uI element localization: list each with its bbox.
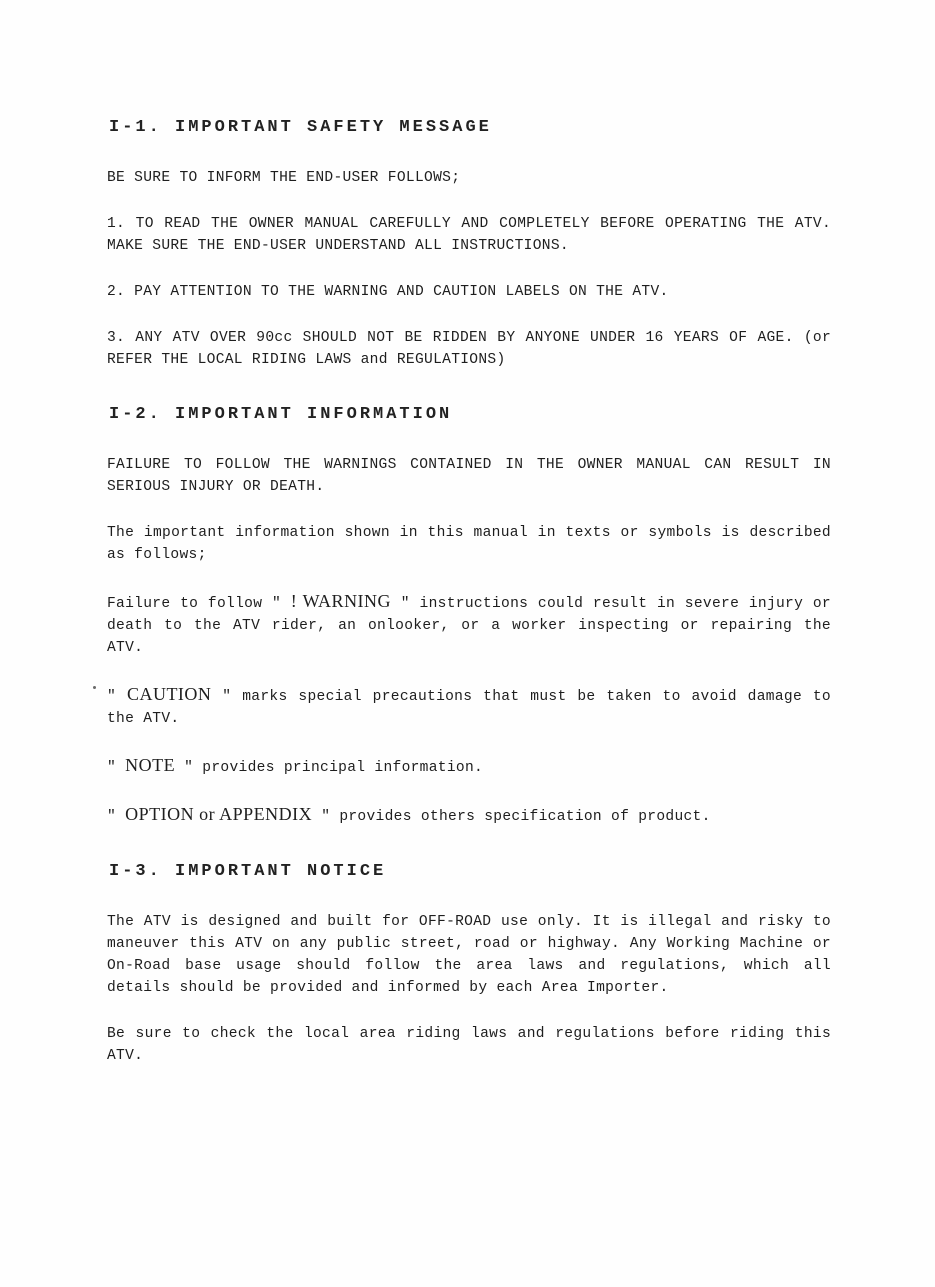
paragraph-warning bbox=[107, 590, 831, 659]
paragraph-text: Failure to follow " bbox=[107, 596, 291, 612]
paragraph-text: " bbox=[107, 760, 126, 776]
option-appendix-term: OPTION or APPENDIX bbox=[125, 804, 313, 824]
warning-term: ! WARNING bbox=[290, 591, 392, 611]
paragraph-text: " instructions could result in severe injury or death to the ATV rider, an onlooker, or a worker inspecting or repairing the ATV. bbox=[107, 596, 831, 656]
paragraph: The ATV is designed and built for OFF-ROAD use only. It is illegal and risky to maneuver this ATV on any public street, road or highway. Any Working Machine or On-Road base usage should follow the area laws and regulations, which all details should be provided and informed by each Area Importer. bbox=[107, 914, 831, 996]
paragraph-caution bbox=[107, 683, 831, 730]
paragraph-text: " provides others specification of product. bbox=[312, 809, 711, 825]
section-important-notice bbox=[107, 862, 831, 1067]
paragraph-note bbox=[107, 754, 831, 779]
page-content bbox=[107, 118, 831, 1067]
paragraph-text: " marks special precautions that must be taken to avoid damage to the ATV. bbox=[107, 689, 831, 727]
note-term: NOTE bbox=[125, 755, 176, 775]
caution-term: CAUTION bbox=[126, 684, 212, 704]
section-important-information bbox=[107, 405, 831, 828]
paragraph-text: " bbox=[107, 809, 126, 825]
paragraph-option-appendix bbox=[107, 803, 831, 828]
paragraph: FAILURE TO FOLLOW THE WARNINGS CONTAINED IN THE OWNER MANUAL CAN RESULT IN SERIOUS INJURY OR DEATH. bbox=[107, 457, 831, 495]
section-heading: I-2. IMPORTANT INFORMATION bbox=[109, 405, 453, 424]
paragraph: Be sure to check the local area riding laws and regulations before riding this ATV. bbox=[107, 1026, 831, 1064]
paragraph-text: " provides principal information. bbox=[175, 760, 484, 776]
paragraph: BE SURE TO INFORM THE END-USER FOLLOWS; bbox=[107, 170, 461, 186]
paragraph: 1. TO READ THE OWNER MANUAL CAREFULLY AND COMPLETELY BEFORE OPERATING THE ATV. MAKE SURE THE END-USER UNDERSTAND ALL INSTRUCTIONS. bbox=[107, 216, 831, 254]
paragraph: The important information shown in this manual in texts or symbols is described as follows; bbox=[107, 525, 831, 563]
section-heading: I-3. IMPORTANT NOTICE bbox=[109, 862, 387, 881]
section-important-safety-message bbox=[107, 118, 831, 371]
paragraph: 3. ANY ATV OVER 90cc SHOULD NOT BE RIDDEN BY ANYONE UNDER 16 YEARS OF AGE. (or REFER THE LOCAL RIDING LAWS and REGULATIONS) bbox=[107, 330, 831, 368]
scan-artifact-dot bbox=[93, 686, 96, 689]
section-heading: I-1. IMPORTANT SAFETY MESSAGE bbox=[109, 118, 492, 137]
paragraph-text: " bbox=[107, 689, 127, 705]
paragraph: 2. PAY ATTENTION TO THE WARNING AND CAUTION LABELS ON THE ATV. bbox=[107, 284, 669, 300]
